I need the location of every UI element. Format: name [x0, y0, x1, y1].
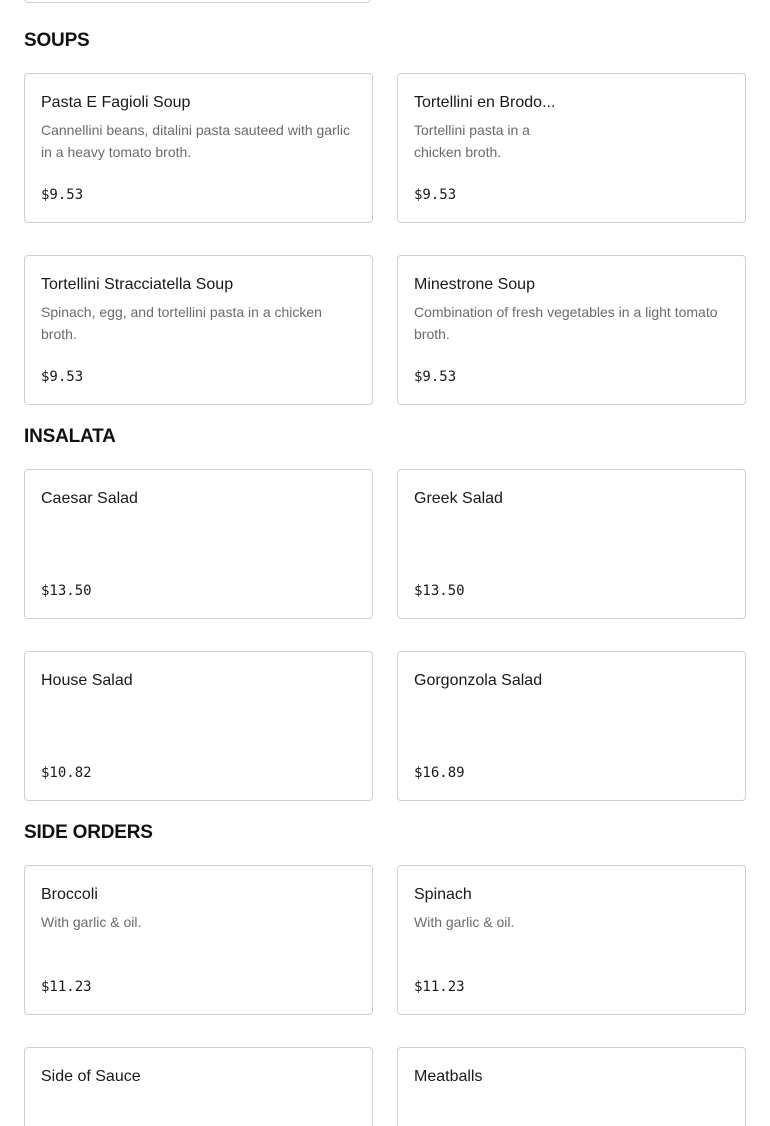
- item-description: With garlic & oil.: [41, 914, 142, 930]
- item-name: Minestrone Soup: [414, 276, 535, 293]
- menu-item-card[interactable]: [397, 1047, 746, 1126]
- item-name: Caesar Salad: [41, 490, 138, 507]
- menu-item-card[interactable]: [24, 469, 373, 619]
- previous-menu-item-card[interactable]: [24, 0, 371, 3]
- item-description: Cannellini beans, ditalini pasta sauteed with garlic in a heavy tomato broth.: [41, 122, 350, 160]
- menu-item-card[interactable]: [24, 73, 373, 223]
- menu-item-card[interactable]: [24, 865, 373, 1015]
- item-price: $9.53: [414, 369, 457, 385]
- menu-item-card[interactable]: [397, 469, 746, 619]
- item-name: Tortellini en Brodo...: [414, 94, 556, 111]
- item-name: Meatballs: [414, 1068, 483, 1085]
- item-price: $13.50: [41, 583, 92, 599]
- section-title: INSALATA: [24, 426, 116, 447]
- section-title: SOUPS: [24, 30, 90, 51]
- section-insalata: [24, 425, 746, 801]
- item-price: $10.82: [41, 765, 92, 781]
- menu-item-card[interactable]: [24, 651, 373, 801]
- item-price: $9.53: [414, 187, 457, 203]
- item-price: $16.89: [414, 765, 465, 781]
- item-name: Spinach: [414, 886, 472, 903]
- item-name: Side of Sauce: [41, 1068, 141, 1085]
- menu-item-card[interactable]: [24, 1047, 373, 1126]
- item-price: $9.53: [41, 187, 84, 203]
- item-name: Greek Salad: [414, 490, 503, 507]
- section-title: SIDE ORDERS: [24, 822, 153, 843]
- item-name: Gorgonzola Salad: [414, 672, 543, 689]
- item-description: Spinach, egg, and tortellini pasta in a chicken broth.: [41, 304, 322, 342]
- menu-item-card[interactable]: [397, 255, 746, 405]
- menu-item-card[interactable]: [397, 651, 746, 801]
- menu-item-card[interactable]: [24, 255, 373, 405]
- menu-item-card[interactable]: [397, 865, 746, 1015]
- item-price: $11.23: [414, 979, 465, 995]
- item-price: $9.53: [41, 369, 84, 385]
- section-side-orders: [24, 821, 746, 1126]
- item-description: With garlic & oil.: [414, 914, 515, 930]
- item-description: Combination of fresh vegetables in a light tomato broth.: [414, 304, 718, 342]
- item-price: $11.23: [41, 979, 92, 995]
- item-name: House Salad: [41, 672, 133, 689]
- item-name: Tortellini Stracciatella Soup: [41, 276, 234, 293]
- item-name: Broccoli: [41, 886, 98, 903]
- item-name: Pasta E Fagioli Soup: [41, 94, 191, 111]
- section-soups: [24, 29, 746, 405]
- item-description: Tortellini pasta in a chicken broth.: [414, 122, 530, 160]
- menu-item-card[interactable]: [397, 73, 746, 223]
- item-price: $13.50: [414, 583, 465, 599]
